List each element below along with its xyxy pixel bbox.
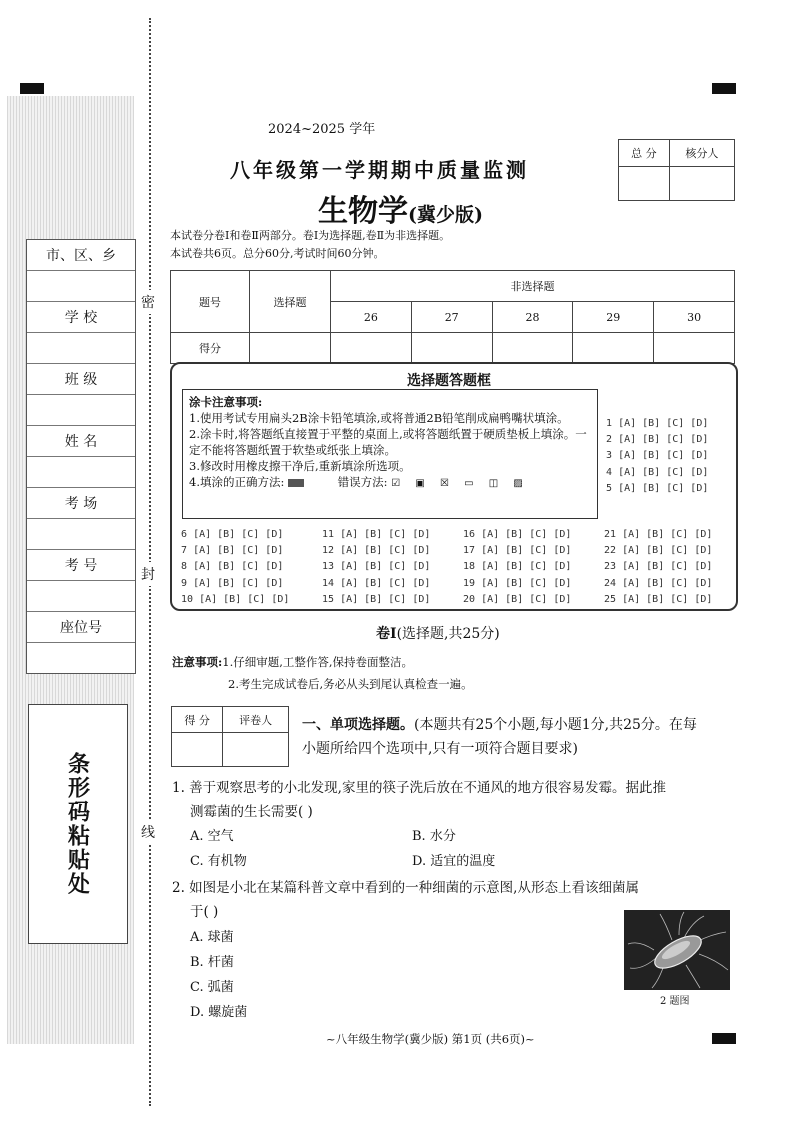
correct-fill-icon — [288, 479, 304, 487]
question-2-stem: 2. 如图是小北在某篇科普文章中看到的一种细菌的示意图,从形态上看该细菌属 — [172, 880, 639, 896]
option-d[interactable]: D. 适宜的温度 — [412, 854, 496, 869]
q-num: 3 — [606, 450, 613, 462]
total-cell[interactable] — [619, 167, 670, 201]
answer-cell[interactable] — [604, 559, 712, 575]
part1-desc: 小题所给四个选项中,只有一项符合题目要求) — [302, 741, 578, 757]
question-1-stem: 1. 善于观察思考的小北发现,家里的筷子洗后放在不通风的地方很容易发霉。据此推 — [172, 780, 666, 796]
answer-cell[interactable] — [181, 592, 322, 608]
checker-label: 核分人 — [669, 140, 734, 167]
q-num: 22 — [604, 545, 617, 557]
option-a[interactable]: A. 空气 — [190, 829, 234, 844]
choice-bubbles[interactable]: [A] [B] [C] [D] — [340, 529, 431, 540]
choice-bubbles[interactable]: [A] [B] [C] [D] — [622, 529, 713, 540]
intro-line: 本试卷共6页。总分60分,考试时间60分钟。 — [170, 247, 385, 260]
info-input[interactable] — [27, 457, 135, 488]
choice-bubbles[interactable]: [A] [B] [C] [D] — [481, 577, 572, 589]
info-label: 考 号 — [27, 550, 135, 581]
choice-bubbles[interactable]: [A] [B] [C] [D] — [481, 529, 572, 540]
filling-notes — [182, 389, 598, 519]
total-score-box — [618, 139, 735, 201]
score-cell[interactable] — [654, 333, 735, 364]
info-label: 考 场 — [27, 488, 135, 519]
answer-cell[interactable] — [181, 576, 322, 592]
q-num: 16 — [463, 529, 476, 540]
choice-bubbles[interactable]: [A] [B] [C] [D] — [193, 561, 284, 573]
choice-bubbles[interactable]: [A] [B] [C] [D] — [618, 434, 709, 446]
grader-score-cell[interactable] — [172, 733, 223, 767]
answer-row[interactable] — [606, 465, 708, 481]
answer-row[interactable] — [606, 448, 708, 464]
answer-cell[interactable] — [322, 559, 463, 575]
seal-word: 封 — [141, 562, 155, 586]
subject-name: 生物学 — [318, 194, 408, 229]
note: 1.使用考试专用扁头2B涂卡铅笔填涂,或将普通2B铅笔削成扁鸭嘴状填涂。 — [189, 411, 569, 425]
q-num: 10 — [181, 593, 194, 605]
answer-row[interactable] — [606, 481, 708, 497]
choice-bubbles[interactable]: [A] [B] [C] [D] — [199, 593, 290, 605]
answer-row[interactable] — [606, 432, 708, 448]
info-label: 座位号 — [27, 612, 135, 643]
exam-title: 八年级第一学期期中质量监测 — [230, 158, 529, 182]
question-1-stem: 测霉菌的生长需要( ) — [190, 804, 313, 820]
bacterium-image — [624, 910, 730, 990]
answer-cell[interactable] — [604, 592, 712, 608]
score-cell[interactable] — [250, 333, 331, 364]
choice-bubbles[interactable]: [A] [B] [C] [D] — [481, 561, 572, 573]
bubbles-grid — [181, 527, 712, 608]
q-num: 23 — [604, 561, 617, 573]
q-num: 11 — [322, 529, 335, 540]
option-c[interactable]: C. 有机物 — [190, 854, 247, 869]
q-num: 8 — [181, 561, 188, 573]
total-label: 总 分 — [619, 140, 670, 167]
registration-mark — [20, 83, 44, 94]
note-method — [189, 474, 591, 492]
choice-bubbles[interactable]: [A] [B] [C] [D] — [618, 450, 709, 462]
choice-bubbles[interactable]: [A] [B] [C] [D] — [340, 545, 431, 557]
option-b[interactable]: B. 水分 — [412, 829, 456, 844]
answer-grid-row — [181, 576, 712, 592]
q-num: 25 — [604, 593, 617, 605]
q-num: 5 — [606, 482, 613, 494]
q-num: 2 — [606, 434, 613, 446]
info-label: 学 校 — [27, 302, 135, 333]
grader-label: 评卷人 — [223, 707, 289, 733]
q-num: 17 — [463, 545, 476, 557]
barcode-area — [28, 704, 128, 944]
question-2-stem: 于( ) — [190, 904, 219, 920]
answer-grid-row — [181, 527, 712, 543]
note: 4.填涂的正确方法: — [189, 475, 285, 489]
answer-grid-row — [181, 543, 712, 559]
question-number: 28 — [492, 302, 573, 333]
answer-grid-row — [181, 592, 712, 608]
registration-mark — [712, 1033, 736, 1044]
attention-label: 注意事项: — [172, 655, 223, 669]
section-title: 卷Ⅰ — [376, 626, 397, 642]
grader-cell[interactable] — [223, 733, 289, 767]
section-subtitle: (选择题,共25分) — [396, 626, 500, 642]
wrong-label: 错误方法: — [337, 475, 388, 489]
info-input[interactable] — [27, 643, 135, 673]
question-number: 29 — [573, 302, 654, 333]
question-number: 30 — [654, 302, 735, 333]
answer-cell[interactable] — [604, 543, 712, 559]
info-label: 市、区、乡 — [27, 240, 135, 271]
answer-cell[interactable] — [322, 592, 463, 608]
choice-bubbles[interactable]: [A] [B] [C] [D] — [618, 466, 709, 478]
intro-line: 本试卷分卷Ⅰ和卷Ⅱ两部分。卷Ⅰ为选择题,卷Ⅱ为非选择题。 — [170, 229, 451, 242]
note: 2.涂卡时,将答题纸直接置于平整的桌面上,或将答题纸置于硬质垫板上填涂。一定不能将答题纸置于软垫或纸张上填涂。 — [189, 427, 587, 457]
q-num: 9 — [181, 577, 188, 589]
answer-cell[interactable] — [604, 527, 712, 543]
q-num: 21 — [604, 529, 617, 540]
answer-cell[interactable] — [181, 559, 322, 575]
seal-word: 线 — [141, 820, 155, 844]
grader-score-label: 得 分 — [172, 707, 223, 733]
q-num: 4 — [606, 466, 613, 478]
figure-caption: 2 题图 — [660, 996, 690, 1007]
bubbles-1-5 — [606, 416, 708, 497]
answer-cell[interactable] — [463, 592, 604, 608]
q-num: 18 — [463, 561, 476, 573]
score-label: 得分 — [171, 333, 250, 364]
answer-grid-row — [181, 559, 712, 575]
choice-bubbles[interactable]: [A] [B] [C] [D] — [618, 418, 709, 429]
question-number-header: 题号 — [171, 271, 250, 333]
info-label: 班 级 — [27, 364, 135, 395]
choice-bubbles[interactable]: [A] [B] [C] [D] — [193, 545, 284, 557]
answer-cell[interactable] — [322, 527, 463, 543]
option-a[interactable]: A. 球菌 — [190, 930, 234, 945]
option-c[interactable]: C. 弧菌 — [190, 980, 234, 995]
barcode-label: 条形码粘贴处 — [64, 752, 91, 896]
wrong-fill-icons: ☑ ▣ ☒ ▭ ◫ ▨ — [391, 478, 529, 489]
q-num: 14 — [322, 577, 335, 589]
question-number: 26 — [331, 302, 412, 333]
answer-cell[interactable] — [322, 576, 463, 592]
choice-bubbles[interactable]: [A] [B] [C] [D] — [193, 529, 284, 540]
q-num: 12 — [322, 545, 335, 557]
section-heading — [376, 623, 500, 643]
q-num: 20 — [463, 593, 476, 605]
note: 3.修改时用橡皮擦干净后,重新填涂所选项。 — [189, 459, 411, 473]
q-num: 6 — [181, 529, 188, 540]
answer-cell[interactable] — [463, 527, 604, 543]
score-cell[interactable] — [492, 333, 573, 364]
part1-line1 — [302, 714, 697, 734]
answer-cell[interactable] — [181, 543, 322, 559]
choice-bubbles[interactable]: [A] [B] [C] [D] — [340, 593, 431, 605]
subject-title — [318, 186, 483, 230]
q-num: 7 — [181, 545, 188, 557]
attention-line — [172, 654, 413, 670]
part1-heading: 一、单项选择题。 — [302, 717, 414, 733]
score-cell[interactable] — [411, 333, 492, 364]
answer-cell[interactable] — [604, 576, 712, 592]
answer-cell[interactable] — [463, 543, 604, 559]
choice-bubbles[interactable]: [A] [B] [C] [D] — [622, 545, 713, 557]
seal-word: 密 — [141, 290, 155, 314]
choice-bubbles[interactable]: [A] [B] [C] [D] — [481, 593, 572, 605]
question-number: 27 — [411, 302, 492, 333]
choice-bubbles[interactable]: [A] [B] [C] [D] — [193, 577, 284, 589]
choice-header: 选择题 — [250, 271, 331, 333]
q-num: 15 — [322, 593, 335, 605]
answer-cell[interactable] — [463, 559, 604, 575]
attention-item: 2.考生完成试卷后,务必从头到尾认真检查一遍。 — [228, 677, 473, 691]
school-year: 2024~2025 学年 — [268, 122, 376, 137]
notes-title: 涂卡注意事项: — [189, 395, 263, 409]
option-d[interactable]: D. 螺旋菌 — [190, 1005, 248, 1020]
choice-bubbles[interactable]: [A] [B] [C] [D] — [481, 545, 572, 557]
choice-bubbles[interactable]: [A] [B] [C] [D] — [340, 577, 431, 589]
score-cell[interactable] — [573, 333, 654, 364]
q-num: 1 — [606, 418, 613, 429]
answer-box-title: 选择题答题框 — [407, 373, 491, 389]
choice-bubbles[interactable]: [A] [B] [C] [D] — [622, 577, 713, 589]
student-info-box — [26, 239, 136, 674]
info-input[interactable] — [27, 333, 135, 364]
info-input[interactable] — [27, 271, 135, 302]
info-input[interactable] — [27, 519, 135, 550]
answer-cell[interactable] — [322, 543, 463, 559]
score-table — [170, 270, 735, 364]
info-label: 姓 名 — [27, 426, 135, 457]
choice-bubbles[interactable]: [A] [B] [C] [D] — [622, 561, 713, 573]
score-cell[interactable] — [331, 333, 412, 364]
q-num: 24 — [604, 577, 617, 589]
answer-cell[interactable] — [181, 527, 322, 543]
answer-cell[interactable] — [463, 576, 604, 592]
choice-bubbles[interactable]: [A] [B] [C] [D] — [622, 593, 713, 605]
registration-mark — [712, 83, 736, 94]
info-input[interactable] — [27, 395, 135, 426]
q-num: 13 — [322, 561, 335, 573]
nonchoice-header: 非选择题 — [331, 271, 735, 302]
choice-bubbles[interactable]: [A] [B] [C] [D] — [340, 561, 431, 573]
answer-row[interactable] — [606, 416, 708, 432]
info-input[interactable] — [27, 581, 135, 612]
page-footer: ~八年级生物学(冀少版) 第1页 (共6页)~ — [326, 1032, 535, 1046]
q-num: 19 — [463, 577, 476, 589]
part1-desc: (本题共有25个小题,每小题1分,共25分。在每 — [414, 717, 697, 733]
option-b[interactable]: B. 杆菌 — [190, 955, 234, 970]
checker-cell[interactable] — [669, 167, 734, 201]
grader-box — [171, 706, 289, 767]
choice-bubbles[interactable]: [A] [B] [C] [D] — [618, 482, 709, 494]
attention-item: 1.仔细审题,工整作答,保持卷面整洁。 — [222, 655, 414, 669]
edition: (冀少版) — [408, 204, 483, 226]
